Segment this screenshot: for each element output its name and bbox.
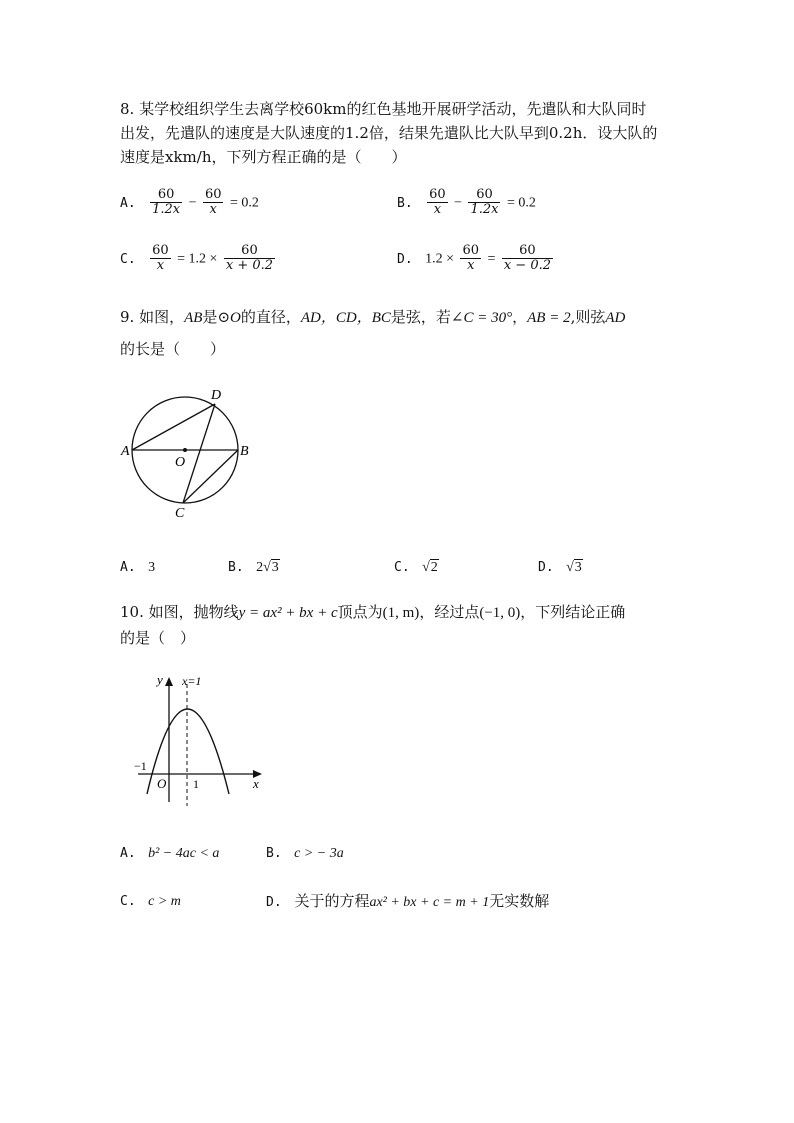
option-label: C. (394, 560, 410, 575)
circle-symbol: ⊙ (217, 310, 231, 326)
label-y: y (157, 672, 163, 687)
option-label: C. (120, 251, 136, 267)
center-point (183, 448, 187, 452)
option-label: A. (120, 846, 136, 861)
label-origin: O (157, 776, 167, 791)
q10-parabola-figure (130, 670, 270, 810)
q8-option-b[interactable]: B. $\frac{60}{x}$ − $\frac{60}{1.2x}$ = 0.2 (397, 187, 536, 217)
option-label: A. (120, 195, 136, 211)
sqrt-symbol: √3 (263, 560, 279, 575)
label-one: 1 (193, 777, 199, 791)
label-a: A (121, 444, 130, 459)
y-axis-arrow (165, 677, 173, 686)
fraction: $\frac{60}{x - 0.2}$ (503, 243, 551, 273)
option-label: D. (397, 251, 413, 267)
option-label: B. (397, 195, 413, 211)
q9-option-d[interactable] (538, 556, 583, 579)
label-o: O (175, 455, 186, 470)
q9-line-2: 的长是（ ） (120, 340, 226, 358)
q9-option-c[interactable] (394, 556, 439, 579)
q10-option-a[interactable]: A. b² − 4ac < a (120, 846, 220, 861)
q10-option-c[interactable]: C. c > m (120, 894, 181, 909)
q9-circle-figure (115, 385, 265, 520)
fraction: $\frac{60}{1.2x}$ (470, 187, 499, 217)
fraction: $\frac{60}{x + 0.2}$ (225, 243, 274, 273)
label-x: x (253, 776, 259, 791)
option-label: A. (120, 560, 136, 575)
q8-line-2: 出发，先遣队的速度是大队速度的1.2倍，结果先遣队比大队早到0.2h．设大队的 (120, 124, 658, 142)
fraction: $\frac{60}{x}$ (462, 243, 480, 273)
fraction: $\frac{60}{x}$ (152, 243, 169, 273)
label-b: B (240, 444, 249, 459)
label-c: C (175, 506, 185, 520)
q10-option-b[interactable]: B. c > − 3a (266, 846, 344, 861)
option-label: D. (266, 895, 282, 910)
q9-option-a[interactable]: A. 3 (120, 560, 156, 575)
option-label: B. (266, 846, 282, 861)
q8-option-d[interactable]: D. 1.2 × $\frac{60}{x}$ = $\frac{60}{x - 0.2}$ (397, 243, 551, 273)
q9-option-b[interactable]: B. 2√3 (228, 556, 280, 579)
sqrt-symbol: √3 (566, 560, 582, 575)
q10-line-1: 10. 如图，抛物线y = ax² + bx + c顶点为(1, m)，经过点(−1, 0)，下列结论正确 (120, 603, 626, 621)
fraction: $\frac{60}{x}$ (429, 187, 446, 217)
q8-line-3: 速度是xkm/h，下列方程正确的是（ ） (120, 148, 407, 166)
fraction: $\frac{60}{1.2x}$ (152, 187, 181, 217)
q10-option-d[interactable]: D. 关于的方程ax² + bx + c = m + 1无实数解 (266, 892, 550, 910)
q8-option-c[interactable]: C. $\frac{60}{x}$ = 1.2 × $\frac{60}{x + 0.2}$ (120, 243, 274, 273)
option-label: D. (538, 560, 554, 575)
option-label: C. (120, 894, 136, 909)
q8-line-1: 8. 某学校组织学生去离学校60km的红色基地开展研学活动，先遣队和大队同时 (120, 100, 647, 118)
label-neg-1: −1 (134, 759, 147, 773)
q10-line-2: 的是（ ） (120, 629, 196, 647)
q9-line-1: 9. 如图，AB是⊙O的直径，AD，CD，BC是弦，若∠C = 30°，AB = 2,则弦AD (120, 308, 626, 326)
fraction: $\frac{60}{x}$ (204, 187, 222, 217)
sqrt-symbol: √2 (422, 560, 438, 575)
label-d: D (211, 388, 222, 403)
option-label: B. (228, 560, 244, 575)
q8-option-a[interactable]: A. $\frac{60}{1.2x}$ − $\frac{60}{x}$ = 0.2 (120, 187, 259, 217)
label-x-eq-1: x=1 (182, 674, 202, 688)
